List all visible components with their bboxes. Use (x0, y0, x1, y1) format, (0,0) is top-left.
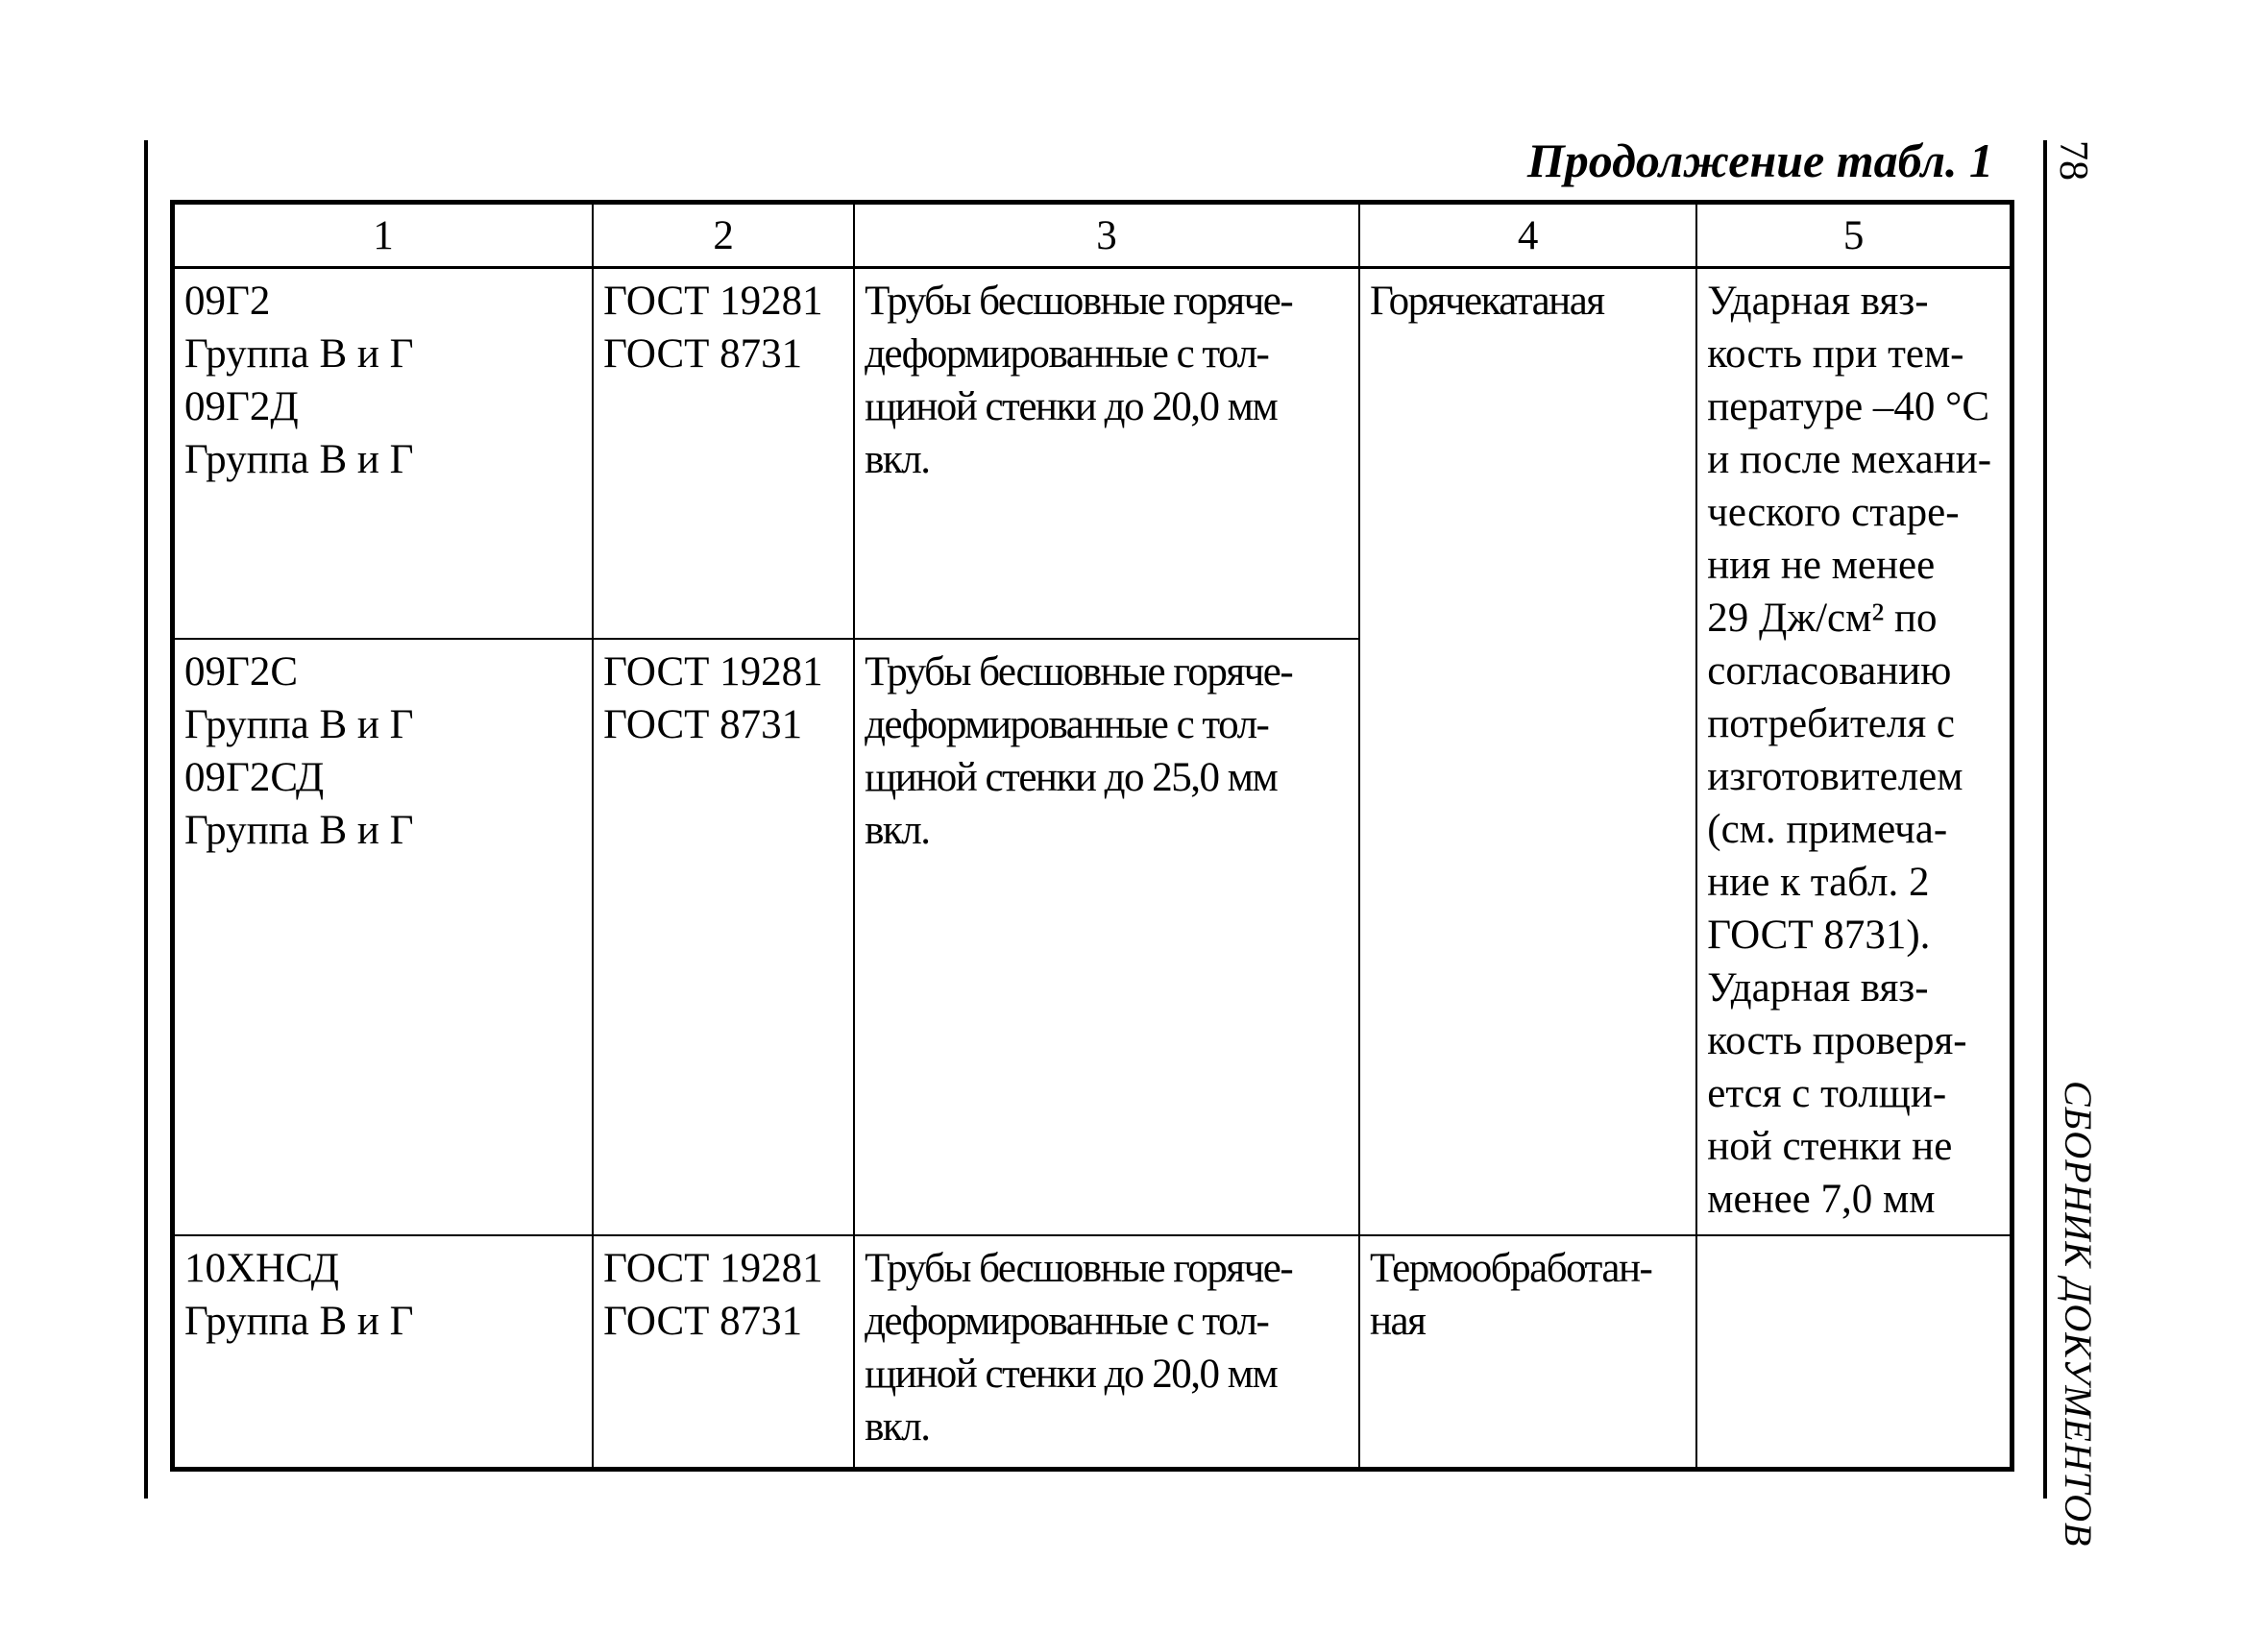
column-header-4: 4 (1359, 203, 1696, 268)
cell-text: ческого старе- (1707, 490, 1960, 535)
cell-text: кость проверя- (1707, 1018, 1967, 1063)
cell-text: вкл. (865, 437, 930, 482)
product-description-cell (854, 639, 1359, 1235)
cell-text: ГОСТ 19281 (603, 1245, 823, 1291)
table-header-row (173, 203, 2012, 268)
column-header-5: 5 (1696, 203, 2012, 268)
cell-text: ние к табл. 2 (1707, 860, 1930, 905)
cell-text: ния не менее (1707, 543, 1936, 588)
cell-text: деформированные с тол- (865, 331, 1269, 377)
additional-requirements-cell (1696, 1235, 2012, 1470)
cell-text: ется с толщи- (1707, 1071, 1947, 1116)
cell-text: 09Г2СД (184, 754, 325, 800)
cell-text: щиной стенки до 20,0 мм (865, 1351, 1278, 1397)
cell-text: Группа В и Г (184, 807, 414, 853)
cell-text: 09Г2 (184, 279, 271, 324)
cell-text: Трубы бесшовные горяче- (865, 648, 1293, 695)
cell-text: 09Г2Д (184, 384, 299, 429)
cell-text: 09Г2С (184, 648, 299, 695)
delivery-condition-cell (1359, 268, 1696, 1235)
side-caption: СБОРНИК ДОКУМЕНТОВ (2057, 1081, 2100, 1548)
cell-text: Ударная вяз- (1707, 965, 1929, 1011)
cell-text: ГОСТ 8731 (603, 331, 803, 377)
cell-text: Группа В и Г (184, 1298, 414, 1344)
cell-text: ная (1370, 1298, 1426, 1344)
product-description-cell (854, 268, 1359, 639)
specification-table (170, 200, 2014, 1472)
left-margin-rule (144, 140, 148, 1499)
cell-text: согласованию (1707, 648, 1952, 694)
cell-text: Горячекатаная (1370, 279, 1604, 324)
cell-text: Трубы бесшовные горяче- (865, 1245, 1293, 1291)
page-number: 78 (2051, 140, 2095, 181)
table-row (173, 268, 2012, 639)
cell-text: Ударная вяз- (1707, 279, 1929, 324)
standard-cell (593, 268, 854, 639)
cell-text: ной стенки не (1707, 1124, 1953, 1169)
cell-text: кость при тем- (1707, 331, 1964, 377)
table-continuation-title: Продолжение табл. 1 (1526, 134, 1993, 187)
table-row (173, 1235, 2012, 1470)
cell-text: щиной стенки до 25,0 мм (865, 754, 1278, 800)
cell-text: Трубы бесшовные горяче- (865, 279, 1293, 324)
cell-text: деформированные с тол- (865, 1298, 1269, 1344)
cell-text: потребителя с (1707, 701, 1955, 746)
column-header-1: 1 (173, 203, 594, 268)
cell-text: ГОСТ 19281 (603, 648, 823, 695)
right-margin-rule (2043, 140, 2047, 1499)
cell-text: Термообработан- (1370, 1245, 1652, 1291)
cell-text: вкл. (865, 1403, 930, 1450)
cell-text: ГОСТ 8731). (1707, 913, 1931, 958)
cell-text: пературе –40 °С (1707, 384, 1990, 429)
column-header-3: 3 (854, 203, 1359, 268)
cell-text: 10ХНСД (184, 1245, 339, 1291)
cell-text: Группа В и Г (184, 331, 414, 377)
cell-text: изготовителем (1707, 754, 1963, 799)
delivery-condition-cell (1359, 1235, 1696, 1470)
cell-text: вкл. (865, 807, 930, 853)
steel-grade-cell (173, 268, 594, 639)
steel-grade-cell (173, 1235, 594, 1470)
cell-text: щиной стенки до 20,0 мм (865, 384, 1278, 429)
cell-text: ГОСТ 19281 (603, 279, 823, 324)
cell-text: 29 Дж/см² по (1707, 596, 1938, 641)
cell-text: Группа В и Г (184, 701, 414, 747)
cell-text: Группа В и Г (184, 437, 414, 482)
cell-text: деформированные с тол- (865, 701, 1269, 747)
cell-text: и после механи- (1707, 437, 1992, 482)
steel-grade-cell (173, 639, 594, 1235)
product-description-cell (854, 1235, 1359, 1470)
standard-cell (593, 1235, 854, 1470)
column-header-2: 2 (593, 203, 854, 268)
cell-text: ГОСТ 8731 (603, 1298, 803, 1344)
cell-text: (см. примеча- (1707, 807, 1948, 852)
standard-cell (593, 639, 854, 1235)
additional-requirements-cell (1696, 268, 2012, 1235)
cell-text: ГОСТ 8731 (603, 701, 803, 747)
cell-text: менее 7,0 мм (1707, 1177, 1936, 1222)
